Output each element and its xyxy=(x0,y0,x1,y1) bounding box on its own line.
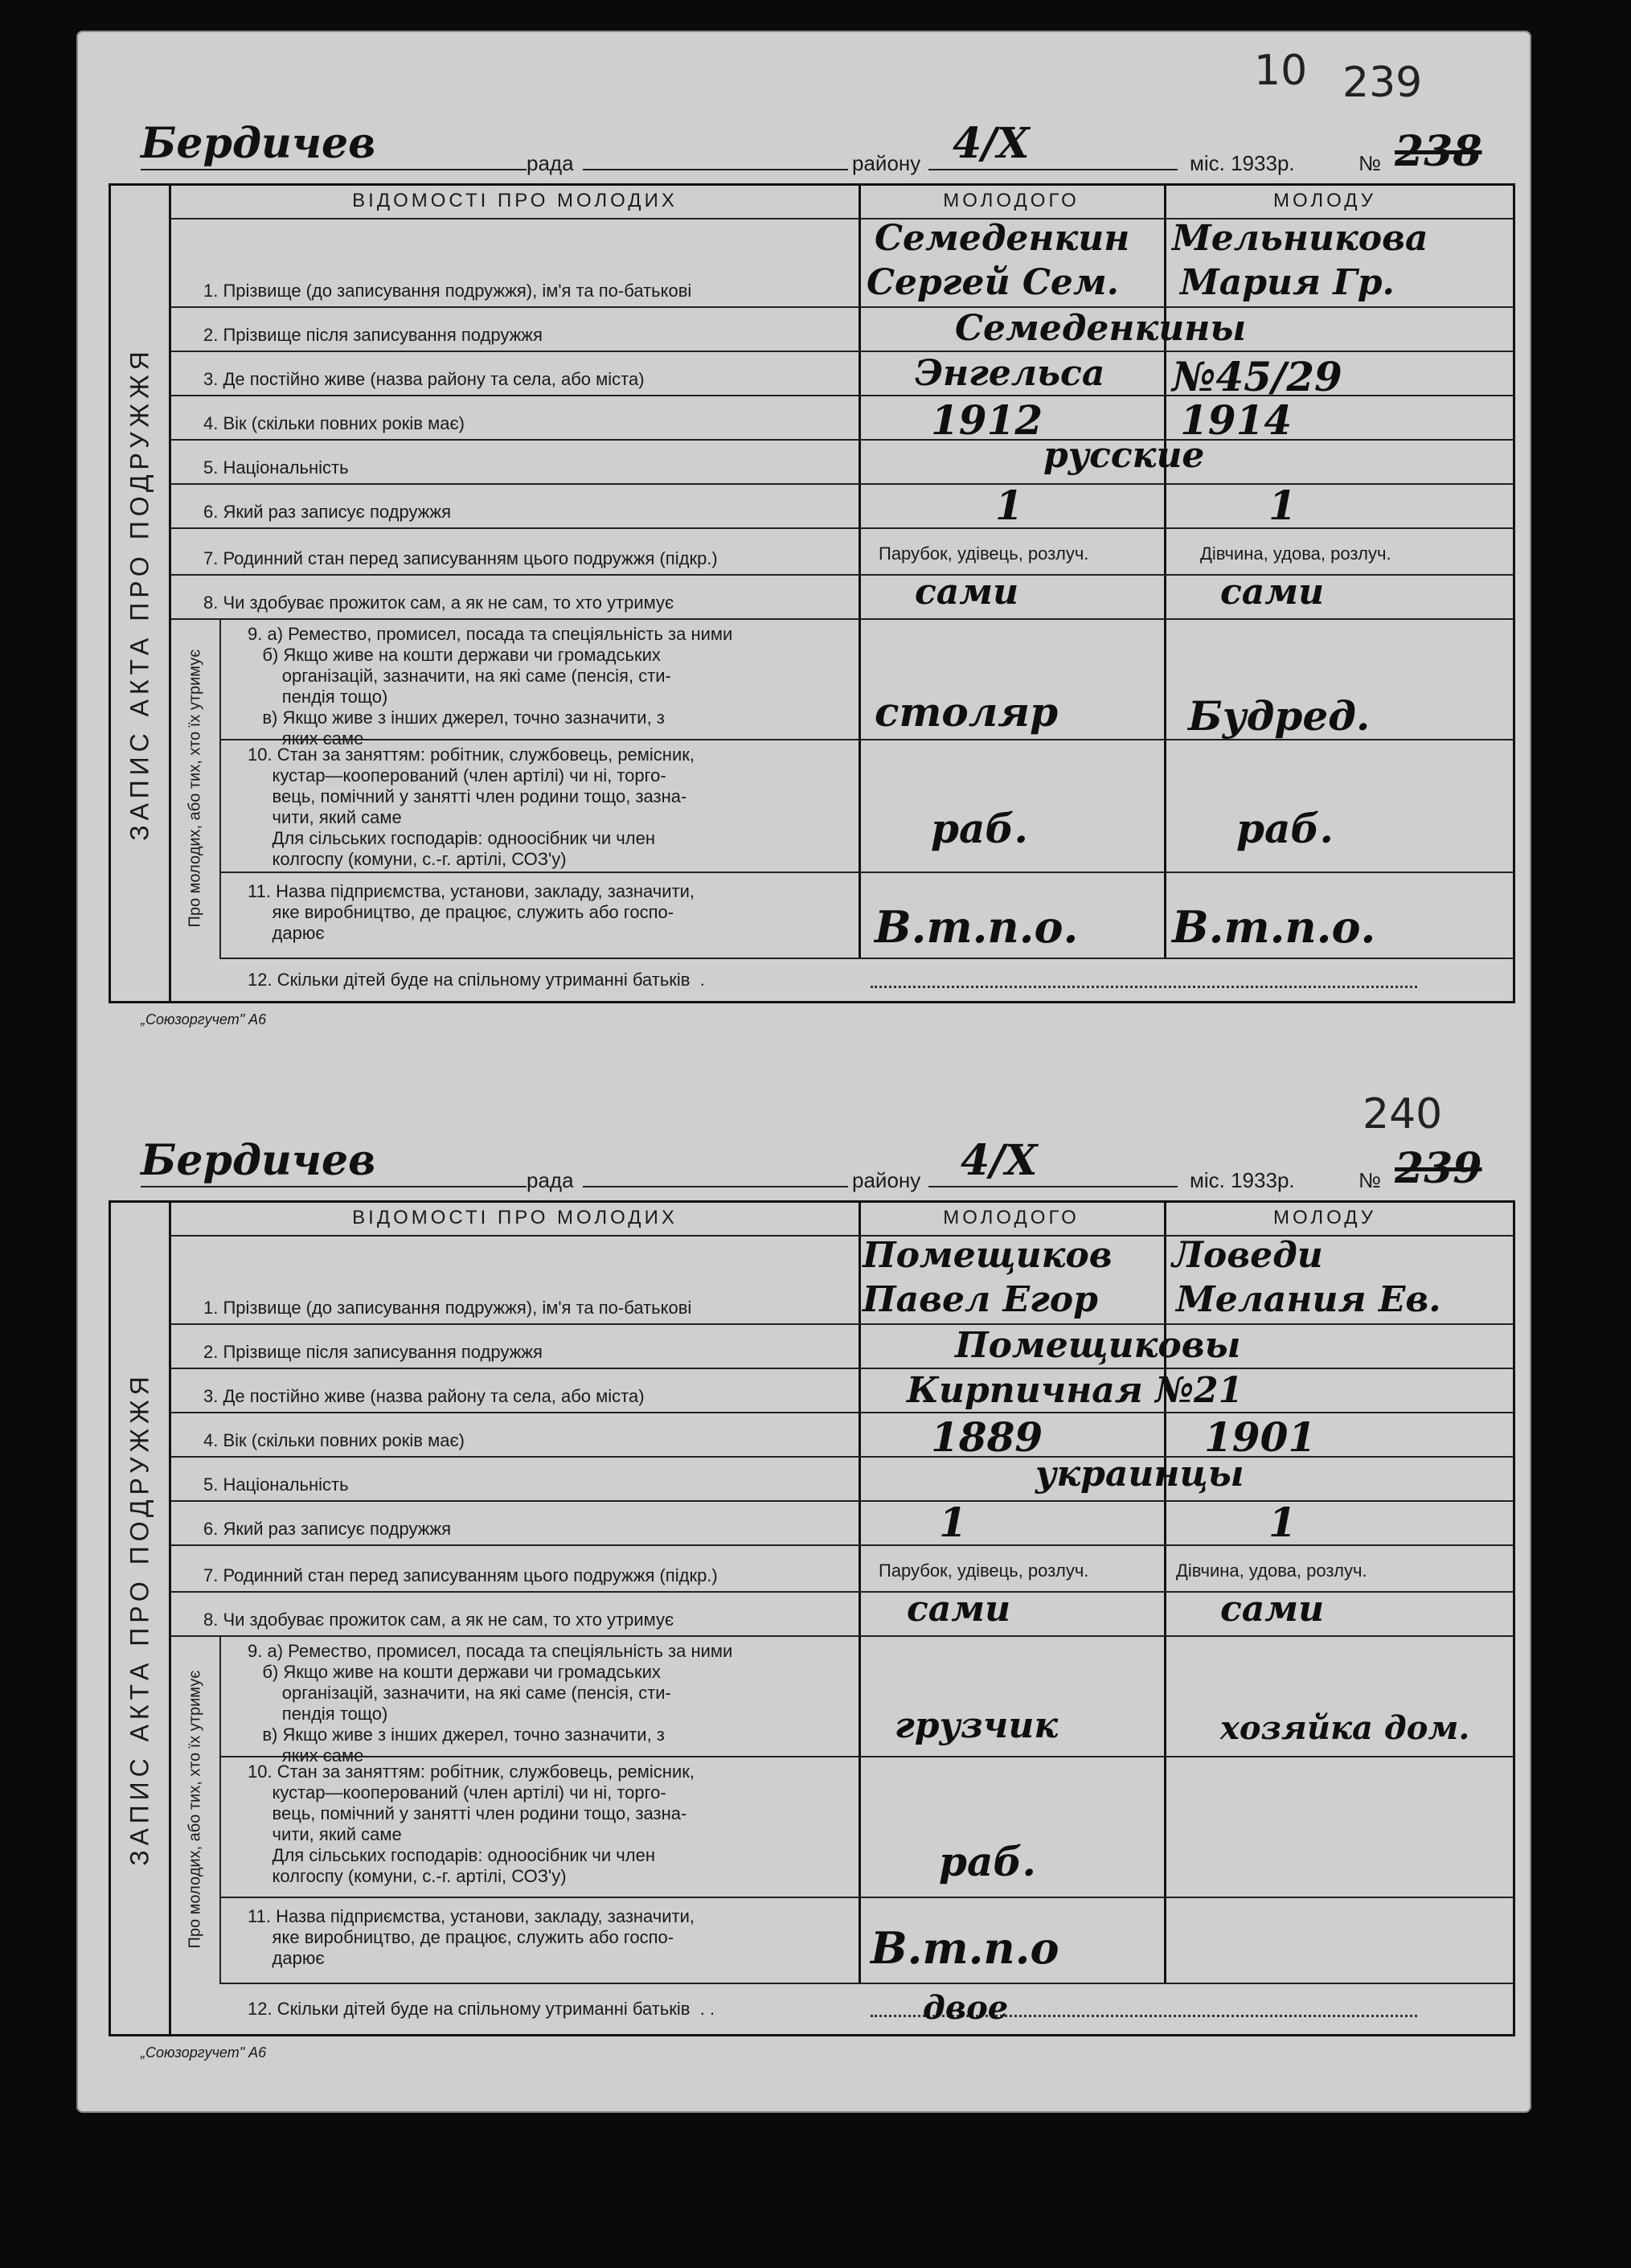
record-number: 238 xyxy=(1395,127,1482,176)
column-header-row xyxy=(171,186,1513,219)
row-q6 xyxy=(171,1500,1513,1546)
groom-class: раб. xyxy=(931,805,1028,852)
sub-side-text: Про молодих, або тих, хто їх утримує xyxy=(186,1670,204,1948)
col-groom: МОЛОДОГО xyxy=(943,190,1080,211)
village-name: Бердичев xyxy=(141,119,376,168)
bride-times: 1 xyxy=(1268,1499,1297,1546)
row-q3 xyxy=(171,1368,1513,1413)
q8-label: 8. Чи здобуває прожиток сам, а як не сам, то хто утримує xyxy=(203,593,674,613)
groom-occupation: грузчик xyxy=(895,1705,1059,1746)
q3-label: 3. Де постійно живе (назва району та села, або міста) xyxy=(203,369,645,389)
q4-label: 4. Вік (скільки повних років має) xyxy=(203,1430,465,1450)
raion-label: району xyxy=(852,151,921,175)
month-year-label: міс. 1933р. xyxy=(1190,151,1295,175)
form-header xyxy=(109,1128,1523,1200)
groom-surname-after: Семеденкины xyxy=(955,308,1247,349)
sub-side-text: Про молодих, або тих, хто їх утримує xyxy=(186,649,204,927)
raion-label: району xyxy=(852,1168,921,1192)
column-header-row xyxy=(171,1203,1513,1237)
bride-class: раб. xyxy=(1236,805,1334,852)
form-footer: „Союзоргучет" А6 xyxy=(141,2044,267,2061)
bride-surname: Ловеди xyxy=(1172,1235,1323,1276)
groom-occupation: столяр xyxy=(875,688,1059,736)
q11-label: 11. Назва підприємства, установи, закладу, зазначити, яке виробництво, де працює, служить або госпо- дарює xyxy=(248,881,695,943)
q6-label: 6. Який раз записує подружжя xyxy=(203,1519,452,1539)
sub-side-label xyxy=(171,618,221,958)
groom-residence: Энгельса xyxy=(915,353,1105,394)
q8-label: 8. Чи здобуває прожиток сам, а як не сам, то хто утримує xyxy=(203,1610,674,1630)
rada-label: рада xyxy=(527,1168,574,1192)
col-bride: МОЛОДУ xyxy=(1272,1207,1377,1228)
q1-label: 1. Прізвище (до записування подружжя), ім'я та по-батькові xyxy=(203,1298,692,1318)
groom-enterprise: В.т.п.о xyxy=(871,1922,1059,1974)
section-title: ВІДОМОСТІ ПРО МОЛОДИХ xyxy=(352,1207,678,1228)
q2-label: 2. Прізвище після записування подружжя xyxy=(203,1342,543,1362)
q3-label: 3. Де постійно живе (назва району та села, або міста) xyxy=(203,1386,645,1406)
record-date: 4/X xyxy=(953,119,1030,168)
bride-residence: №45/29 xyxy=(1172,353,1342,400)
section-title: ВІДОМОСТІ ПРО МОЛОДИХ xyxy=(352,190,678,211)
groom-status: Парубок, удівець, розлуч. xyxy=(879,543,1089,564)
groom-surname-after: Помещиковы xyxy=(955,1325,1241,1366)
form-header xyxy=(109,111,1523,183)
marriage-record-form-2 xyxy=(109,1128,1523,2093)
document-page xyxy=(76,31,1531,2113)
groom-age: 1889 xyxy=(931,1413,1043,1461)
bride-status: Дівчина, удова, розлуч. xyxy=(1176,1561,1367,1581)
col-bride: МОЛОДУ xyxy=(1272,190,1377,211)
groom-status: Парубок, удівець, розлуч. xyxy=(879,1561,1089,1581)
bride-times: 1 xyxy=(1268,482,1297,529)
marriage-record-form-1 xyxy=(109,111,1523,1076)
bride-occupation: хозяйка дом. xyxy=(1220,1709,1470,1747)
groom-residence: Кирпичная №21 xyxy=(907,1370,1244,1411)
q1-label: 1. Прізвище (до записування подружжя), ім'я та по-батькові xyxy=(203,281,692,301)
row-q6 xyxy=(171,483,1513,529)
form-table xyxy=(109,183,1515,1003)
groom-times: 1 xyxy=(995,482,1023,529)
month-year-label: міс. 1933р. xyxy=(1190,1168,1295,1192)
bride-occupation: Будред. xyxy=(1188,692,1371,740)
groom-enterprise: В.т.п.о. xyxy=(875,901,1079,953)
side-label-text: ЗАПИС АКТА ПРО ПОДРУЖЖЯ xyxy=(125,346,154,841)
bride-age: 1914 xyxy=(1180,396,1293,444)
q2-label: 2. Прізвище після записування подружжя xyxy=(203,325,543,345)
q12-label: 12. Скільки дітей буде на спільному утриманні батьків . . xyxy=(248,1999,715,2019)
bride-surname: Мельникова xyxy=(1172,218,1428,259)
form-footer: „Союзоргучет" А6 xyxy=(141,1011,267,1027)
sub-side-label xyxy=(171,1635,221,1983)
groom-name: Сергей Сем. xyxy=(867,262,1119,303)
groom-age: 1912 xyxy=(931,396,1043,444)
side-label xyxy=(111,186,171,1001)
bride-support: сами xyxy=(1220,572,1325,613)
groom-surname: Помещиков xyxy=(863,1235,1113,1276)
q4-label: 4. Вік (скільки повних років має) xyxy=(203,413,465,433)
record-number-top: 239 xyxy=(1342,59,1423,107)
children-count: двое xyxy=(923,1989,1009,2027)
archive-sheet-number: 10 xyxy=(1254,47,1308,95)
q7-label: 7. Родинний стан перед записуванням цього подружжя (підкр.) xyxy=(203,1565,718,1585)
side-label xyxy=(111,1203,171,2034)
q5-label: 5. Національність xyxy=(203,457,349,478)
row-q2 xyxy=(171,306,1513,352)
bride-support: сами xyxy=(1220,1589,1325,1630)
q10-label: 10. Стан за заняттям: робітник, службовець, ремісник, кустар—кооперований (член артілі) чи ні, торго- вець, помічний у занятті член родини тощо, зазна- чити, який саме Для сільських господарів: одноосібник чи член колгоспу (комуни, с.-г. артілі, СОЗ'у) xyxy=(248,744,695,869)
row-q5 xyxy=(171,439,1513,485)
bride-age: 1901 xyxy=(1204,1413,1317,1461)
bride-name: Мелания Ев. xyxy=(1176,1279,1441,1320)
row-q4 xyxy=(171,395,1513,441)
rada-label: рада xyxy=(527,151,574,175)
bride-status: Дівчина, удова, розлуч. xyxy=(1200,543,1391,564)
village-name: Бердичев xyxy=(141,1136,376,1185)
q7-label: 7. Родинний стан перед записуванням цього подружжя (підкр.) xyxy=(203,548,718,568)
row-q5 xyxy=(171,1456,1513,1502)
q10-label: 10. Стан за заняттям: робітник, службовець, ремісник, кустар—кооперований (член артілі) чи ні, торго- вець, помічний у занятті член родини тощо, зазна- чити, який саме Для сільських господарів: одноосібник чи член колгоспу (комуни, с.-г. артілі, СОЗ'у) xyxy=(248,1761,695,1886)
q9-label: 9. а) Ремество, промисел, посада та спеціяльність за ними б) Якщо живе на кошти держави чи громадських організацій, зазначити, на які саме (пенсія, сти- пендія тощо) в) Якщо живе з інших джерел, точно зазначити, з яких саме xyxy=(248,624,733,748)
side-label-text: ЗАПИС АКТА ПРО ПОДРУЖЖЯ xyxy=(125,1371,154,1866)
groom-times: 1 xyxy=(939,1499,967,1546)
record-number-middle: 240 xyxy=(1363,1090,1443,1138)
record-date: 4/X xyxy=(961,1136,1038,1185)
col-groom: МОЛОДОГО xyxy=(943,1207,1080,1228)
q9-label: 9. а) Ремество, промисел, посада та спеціяльність за ними б) Якщо живе на кошти держави чи громадських організацій, зазначити, на які саме (пенсія, сти- пендія тощо) в) Якщо живе з інших джерел, точно зазначити, з яких саме xyxy=(248,1641,733,1766)
q6-label: 6. Який раз записує подружжя xyxy=(203,502,452,522)
number-label: № xyxy=(1358,151,1381,175)
q5-label: 5. Національність xyxy=(203,1474,349,1495)
groom-nationality: русские xyxy=(1043,435,1205,476)
row-q2 xyxy=(171,1323,1513,1369)
groom-nationality: украинцы xyxy=(1035,1454,1244,1495)
bride-enterprise: В.т.п.о. xyxy=(1172,901,1376,953)
groom-class: раб. xyxy=(939,1838,1036,1885)
number-label: № xyxy=(1358,1168,1381,1192)
groom-surname: Семеденкин xyxy=(875,218,1130,259)
form-table xyxy=(109,1200,1515,2036)
groom-support: сами xyxy=(915,572,1019,613)
bride-name: Мария Гр. xyxy=(1180,262,1395,303)
groom-name: Павел Егор xyxy=(863,1279,1098,1320)
groom-support: сами xyxy=(907,1589,1011,1630)
q12-label: 12. Скільки дітей буде на спільному утриманні батьків . xyxy=(248,970,705,990)
record-number: 239 xyxy=(1395,1144,1482,1193)
q11-label: 11. Назва підприємства, установи, закладу, зазначити, яке виробництво, де працює, служить або госпо- дарює xyxy=(248,1906,695,1968)
